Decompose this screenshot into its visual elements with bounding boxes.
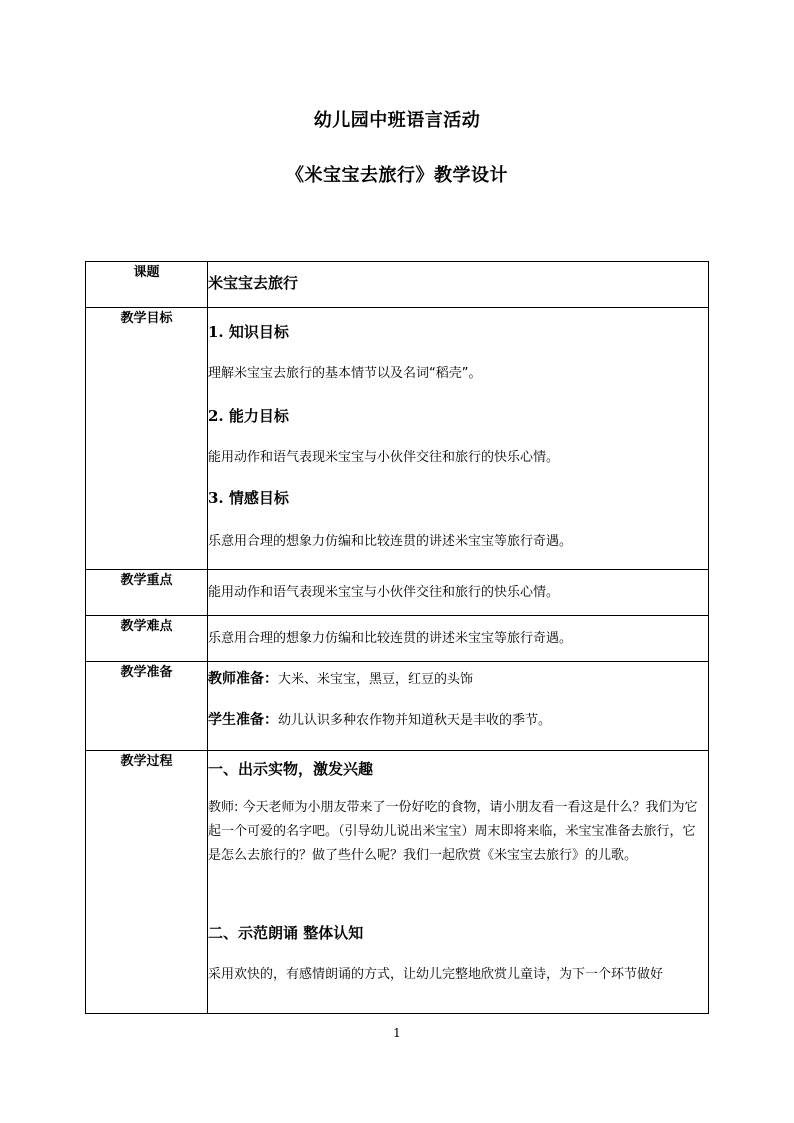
table-row-goals xyxy=(86,308,709,570)
table-row-focus xyxy=(86,570,709,616)
goals-label: 教学目标 xyxy=(86,308,208,570)
step1-text: 教师: 今天老师为小朋友带来了一份好吃的食物，请小朋友看一看这是什么？我们为它起一个可爱的名字吧。（引导幼儿说出米宝宝）周末即将来临，米宝宝准备去旅行，它是怎么去旅行的？做了些什么呢？我们一起欣赏《米宝宝去旅行》的儿歌。 xyxy=(208,800,698,863)
teacher-preparation-label: 教师准备： xyxy=(208,671,278,687)
knowledge-goal-heading: 1. 知识目标 xyxy=(208,323,289,341)
table-row-preparation xyxy=(86,662,709,751)
page-number: 1 xyxy=(393,1026,401,1040)
process-cell xyxy=(208,751,709,1014)
student-preparation-text: 幼儿认识多种农作物并知道秋天是丰收的季节。 xyxy=(278,713,552,728)
ability-goal-text: 能用动作和语气表现米宝宝与小伙伴交往和旅行的快乐心情。 xyxy=(208,450,560,465)
process-label: 教学过程 xyxy=(86,751,208,1014)
preparation-cell xyxy=(208,662,709,751)
goals-cell xyxy=(208,308,709,570)
table-row-difficulty xyxy=(86,616,709,662)
focus-label: 教学重点 xyxy=(86,570,208,616)
emotion-goal-heading: 3. 情感目标 xyxy=(208,489,289,507)
difficulty-cell xyxy=(208,616,709,662)
topic-label: 课题 xyxy=(86,262,208,308)
ability-goal-heading: 2. 能力目标 xyxy=(208,407,289,425)
step2-heading: 二、示范朗诵 整体认知 xyxy=(208,924,364,942)
topic-value: 米宝宝去旅行 xyxy=(208,273,299,292)
student-preparation-label: 学生准备： xyxy=(208,712,278,728)
teacher-preparation-text: 大米、米宝宝，黑豆，红豆的头饰 xyxy=(278,672,474,687)
document-subtitle: 《米宝宝去旅行》教学设计 xyxy=(286,165,508,186)
preparation-label: 教学准备 xyxy=(86,662,208,751)
difficulty-label: 教学难点 xyxy=(86,616,208,662)
topic-cell xyxy=(208,262,709,308)
teacher-preparation xyxy=(208,668,708,691)
table-row-topic xyxy=(86,262,709,308)
table-row-process xyxy=(86,751,709,1014)
student-preparation xyxy=(208,709,708,732)
focus-text: 能用动作和语气表现米宝宝与小伙伴交往和旅行的快乐心情。 xyxy=(208,584,560,600)
step2-text: 采用欢快的，有感情朗诵的方式，让幼儿完整地欣赏儿童诗，为下一个环节做好 xyxy=(208,967,664,982)
step1-heading: 一、出示实物，激发兴趣 xyxy=(208,760,374,778)
difficulty-text: 乐意用合理的想象力仿编和比较连贯的讲述米宝宝等旅行奇遇。 xyxy=(208,630,573,646)
focus-cell xyxy=(208,570,709,616)
emotion-goal-text: 乐意用合理的想象力仿编和比较连贯的讲述米宝宝等旅行奇遇。 xyxy=(208,534,573,549)
lesson-plan-table xyxy=(85,261,709,1014)
knowledge-goal-text: 理解米宝宝去旅行的基本情节以及名词“稻壳”。 xyxy=(208,366,482,381)
document-title: 幼儿园中班语言活动 xyxy=(313,110,481,131)
